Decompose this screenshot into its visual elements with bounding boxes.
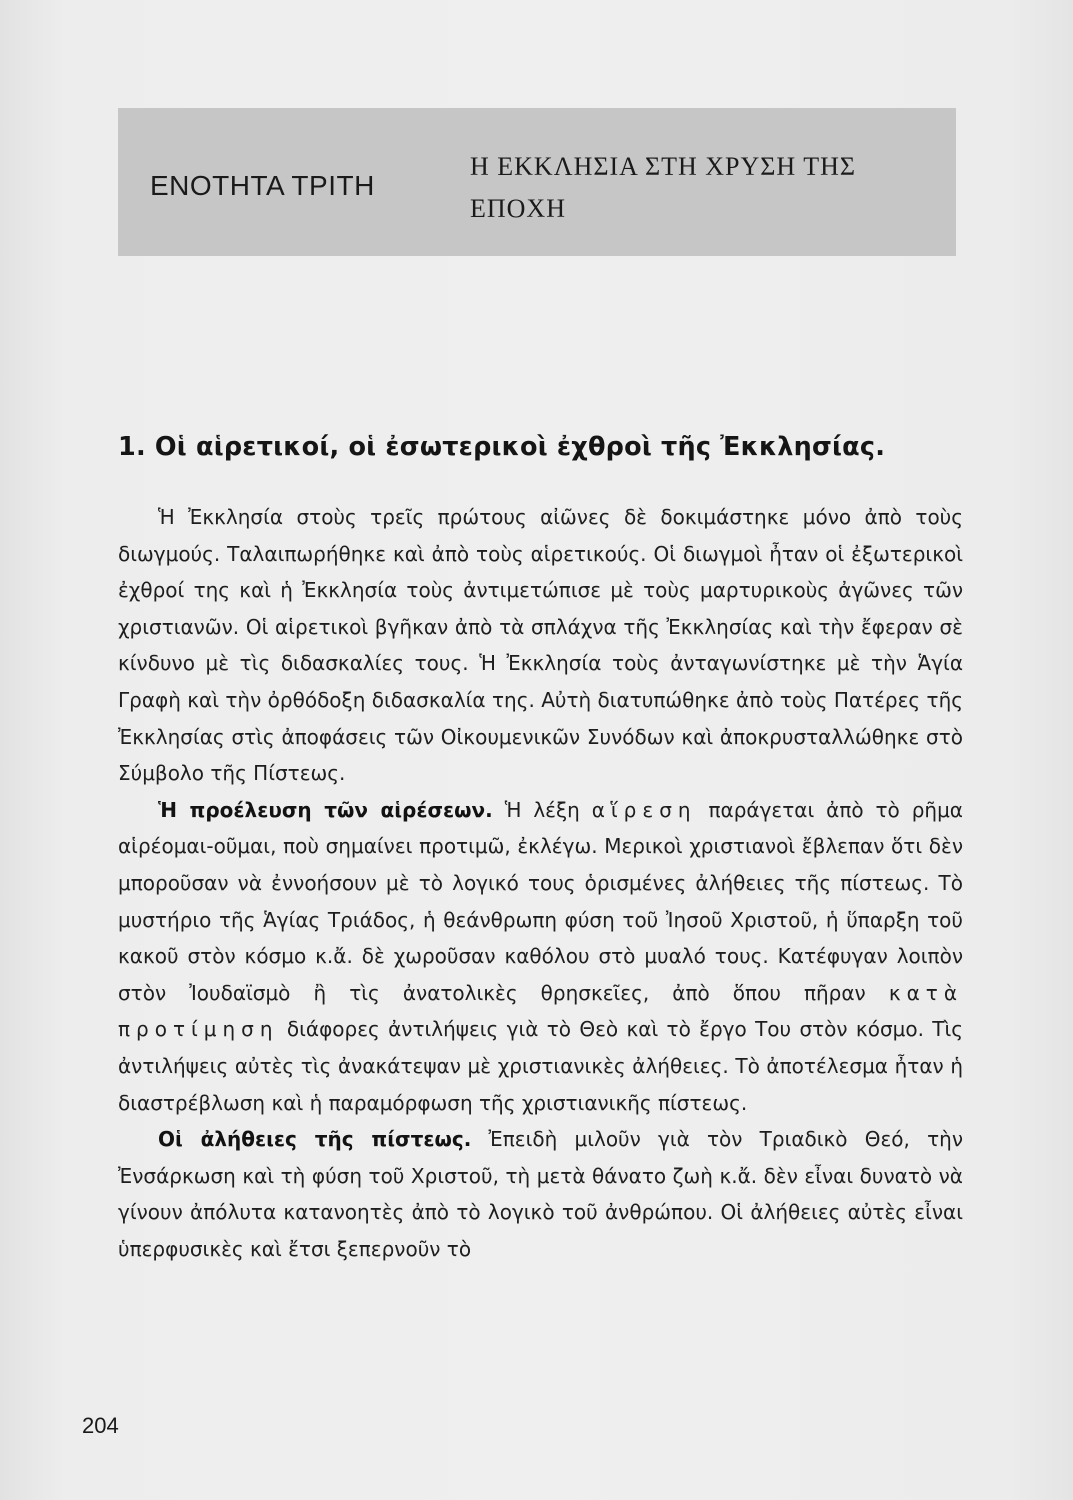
paragraph-text: διάφορες ἀντιλήψεις γιὰ τὸ Θεὸ καὶ τὸ ἔργο Του στὸν κόσμο. Τὶς ἀντιλήψεις αὐτὲς τὶς ἀνακάτεψαν μὲ χριστιανικὲς ἀλήθειες. Τὸ ἀποτέλεσμα ἦταν ἡ διαστρέβλωση καὶ ἡ παραμόρφωση τῆς χριστιανικῆς πίστεως. bbox=[118, 1017, 963, 1115]
section-heading: 1. Οἱ αἱρετικοί, οἱ ἐσωτερικοὶ ἐχθροὶ τῆς Ἐκκλησίας. bbox=[118, 432, 886, 462]
body-text bbox=[118, 499, 963, 1267]
unit-title: Η ΕΚΚΛΗΣΙΑ ΣΤΗ ΧΡΥΣΗ ΤΗΣ ΕΠΟΧΗ bbox=[470, 152, 857, 223]
emphasized-term: αἵρεση bbox=[591, 797, 697, 822]
paragraph-lead: Οἱ ἀλήθειες τῆς πίστεως. bbox=[158, 1127, 472, 1152]
paragraph-truths bbox=[118, 1121, 963, 1267]
paragraph-text: Ἡ λέξη bbox=[504, 797, 580, 822]
unit-label: ΕΝΟΤΗΤΑ ΤΡΙΤΗ bbox=[150, 170, 375, 201]
page-number: 204 bbox=[82, 1413, 119, 1438]
paragraph-origin bbox=[118, 792, 963, 1121]
paragraph-text: παράγεται ἀπὸ τὸ ρῆμα αἱρέομαι-οῦμαι, ποὺ σημαίνει προτιμῶ, ἐκλέγω. Μερικοὶ χριστιανοὶ ἔβλεπαν ὅτι δὲν μποροῦσαν νὰ ἐννοήσουν μὲ τὸ λογικό τους ὁρισμένες ἀλήθειες τῆς πίστεως. Τὸ μυστήριο τῆς Ἁγίας Τριάδος, ἡ θεάνθρωπη φύση τοῦ Ἰησοῦ Χριστοῦ, ἡ ὕπαρξη τοῦ κακοῦ στὸν κόσμο κ.ἄ. δὲ χωροῦσαν καθόλου στὸ μυαλό τους. Κατέφυγαν λοιπὸν στὸν Ἰουδαϊσμὸ ἢ τὶς ἀνατολικὲς θρησκεῖες, ἀπὸ ὅπου πῆραν bbox=[118, 797, 963, 1005]
paragraph-text: Ἐπειδὴ μιλοῦν γιὰ τὸν Τριαδικὸ Θεό, τὴν Ἐνσάρκωση καὶ τὴ φύση τοῦ Χριστοῦ, τὴ μετὰ θάνατο ζωὴ κ.ἄ. δὲν εἶναι δυνατὸ νὰ γίνουν ἀπόλυτα κατανοητὲς ἀπὸ τὸ λογικὸ τοῦ ἀνθρώπου. Οἱ ἀλήθειες αὐτὲς εἶναι ὑπερφυσικὲς καὶ ἔτσι ξεπερνοῦν τὸ bbox=[118, 1127, 963, 1261]
paragraph-intro: Ἡ Ἐκκλησία στοὺς τρεῖς πρώτους αἰῶνες δὲ δοκιμάστηκε μόνο ἀπὸ τοὺς διωγμούς. Ταλαιπωρήθηκε καὶ ἀπὸ τοὺς αἱρετικούς. Οἱ διωγμοὶ ἦταν οἱ ἐξωτερικοὶ ἐχθροί της καὶ ἡ Ἐκκλησία τοὺς ἀντιμετώπισε μὲ τοὺς μαρτυρικοὺς ἀγῶνες τῶν χριστιανῶν. Οἱ αἱρετικοὶ βγῆκαν ἀπὸ τὰ σπλάχνα τῆς Ἐκκλησίας καὶ τὴν ἔφεραν σὲ κίνδυνο μὲ τὶς διδασκαλίες τους. Ἡ Ἐκκλησία τοὺς ἀνταγωνίστηκε μὲ τὴν Ἁγία Γραφὴ καὶ τὴν ὀρθόδοξη διδασκαλία της. Αὐτὴ διατυπώθηκε ἀπὸ τοὺς Πατέρες τῆς Ἐκκλησίας στὶς ἀποφάσεις τῶν Οἰκουμενικῶν Συνόδων καὶ ἀποκρυσταλλώθηκε στὸ Σύμβολο τῆς Πίστεως. bbox=[118, 505, 963, 786]
emphasized-term: κατὰ προτίμηση bbox=[118, 980, 964, 1042]
paragraph-lead: Ἡ προέλευση τῶν αἱρέσεων. bbox=[158, 797, 493, 822]
